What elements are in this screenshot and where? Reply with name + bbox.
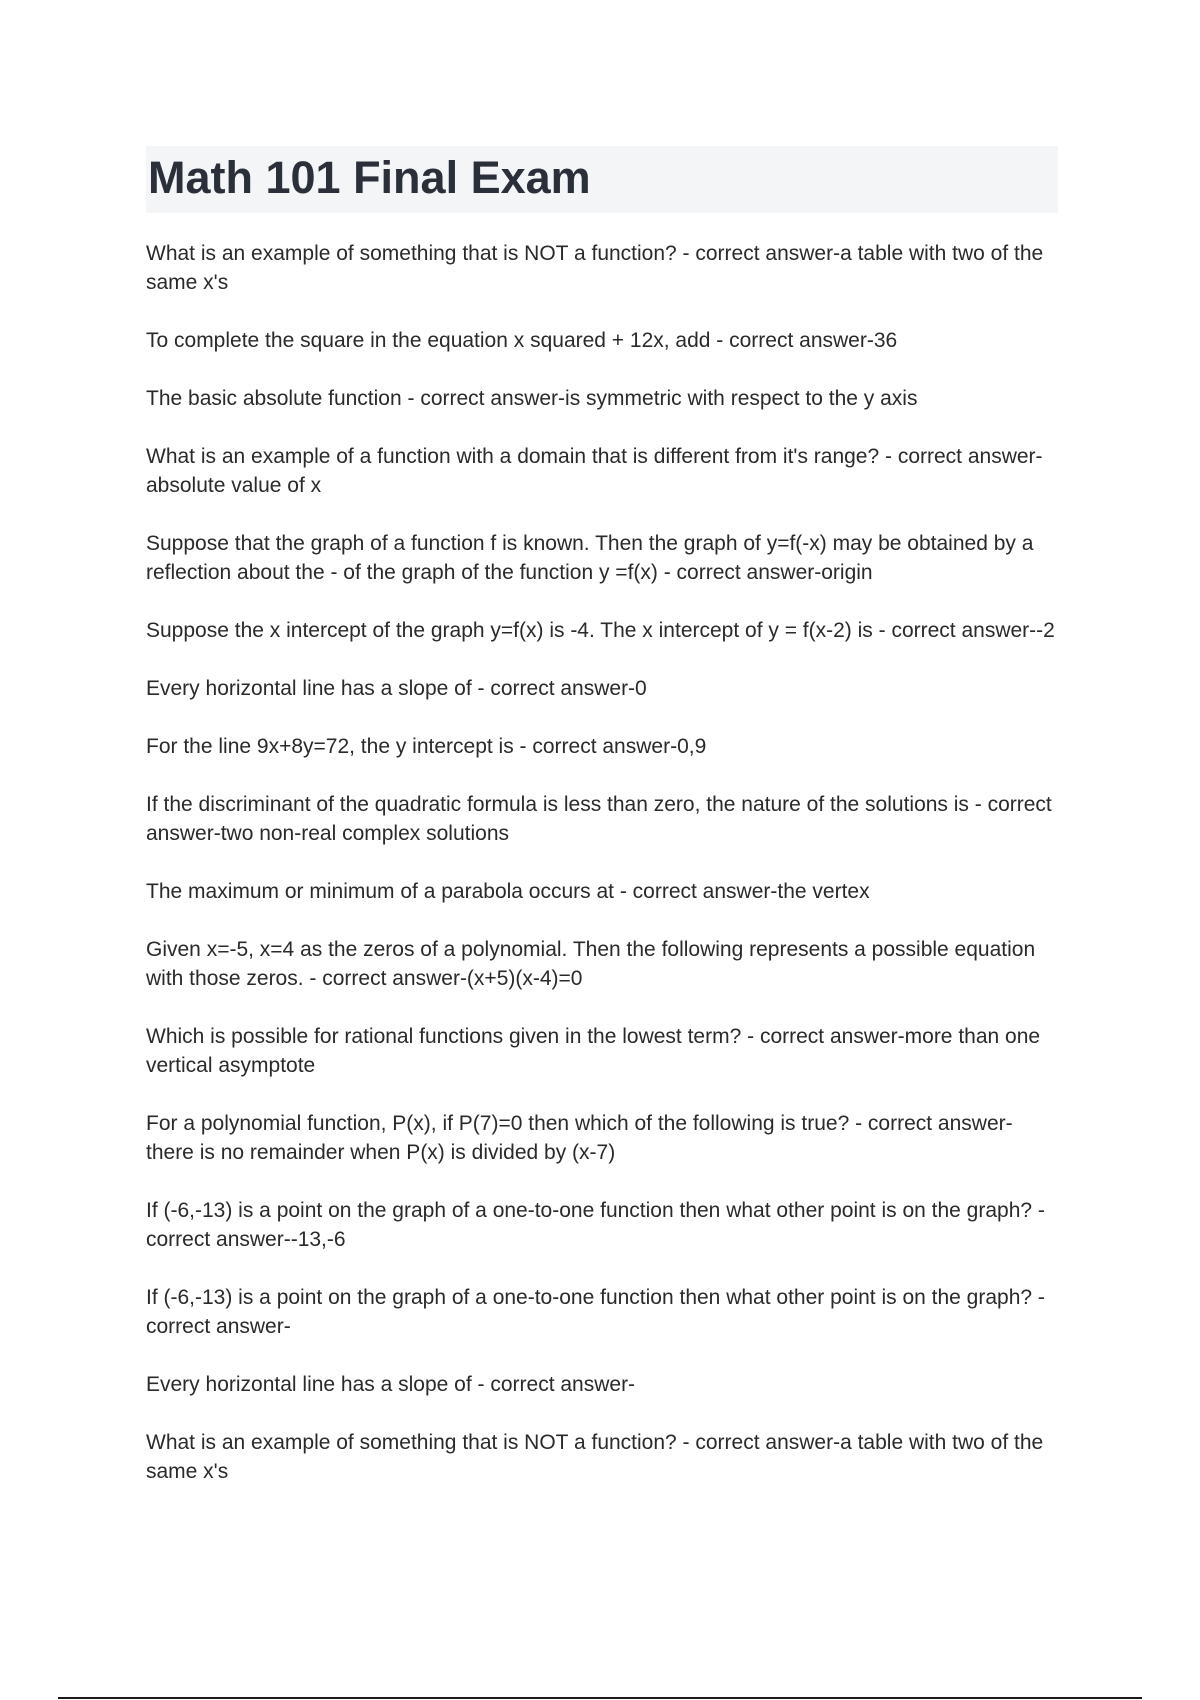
qa-item: What is an example of a function with a domain that is different from it's range? - correct answer-absolute value of x xyxy=(146,445,1043,497)
qa-item: Given x=-5, x=4 as the zeros of a polynomial. Then the following represents a possible equation with those zeros. - correct answer-(x+5)(x-4)=0 xyxy=(146,938,1036,990)
qa-item: Suppose the x intercept of the graph y=f(x) is -4. The x intercept of y = f(x-2) is - correct answer--2 xyxy=(146,619,1055,642)
footer-divider xyxy=(58,1697,1142,1699)
qa-item: Which is possible for rational functions given in the lowest term? - correct answer-more than one vertical asymptote xyxy=(146,1025,1041,1077)
qa-item: If the discriminant of the quadratic formula is less than zero, the nature of the solutions is - correct answer-two non-real complex solutions xyxy=(146,793,1052,845)
qa-item: The basic absolute function - correct answer-is symmetric with respect to the y axis xyxy=(146,387,918,410)
qa-item: What is an example of something that is NOT a function? - correct answer-a table with two of the same x's xyxy=(146,242,1044,294)
qa-item: For a polynomial function, P(x), if P(7)=0 then which of the following is true? - correct answer-there is no remainder when P(x) is divided by (x-7) xyxy=(146,1112,1013,1164)
qa-item: The maximum or minimum of a parabola occurs at - correct answer-the vertex xyxy=(146,880,870,903)
qa-item: If (-6,-13) is a point on the graph of a one-to-one function then what other point is on the graph? - correct answer--13,-6 xyxy=(146,1199,1045,1251)
qa-item: Suppose that the graph of a function f is known. Then the graph of y=f(-x) may be obtained by a reflection about the - of the graph of the function y =f(x) - correct answer-origin xyxy=(146,532,1034,584)
qa-item: Every horizontal line has a slope of - correct answer- xyxy=(146,1373,636,1396)
qa-item: To complete the square in the equation x squared + 12x, add - correct answer-36 xyxy=(146,329,898,352)
qa-item: If (-6,-13) is a point on the graph of a one-to-one function then what other point is on the graph? - correct answer- xyxy=(146,1286,1045,1338)
qa-item: Every horizontal line has a slope of - correct answer-0 xyxy=(146,677,647,700)
question-answer-list xyxy=(146,239,1058,1515)
qa-item: For the line 9x+8y=72, the y intercept is - correct answer-0,9 xyxy=(146,735,707,758)
page-title: Math 101 Final Exam xyxy=(148,152,591,203)
title-banner xyxy=(146,146,1058,213)
qa-item: What is an example of something that is NOT a function? - correct answer-a table with two of the same x's xyxy=(146,1431,1044,1483)
